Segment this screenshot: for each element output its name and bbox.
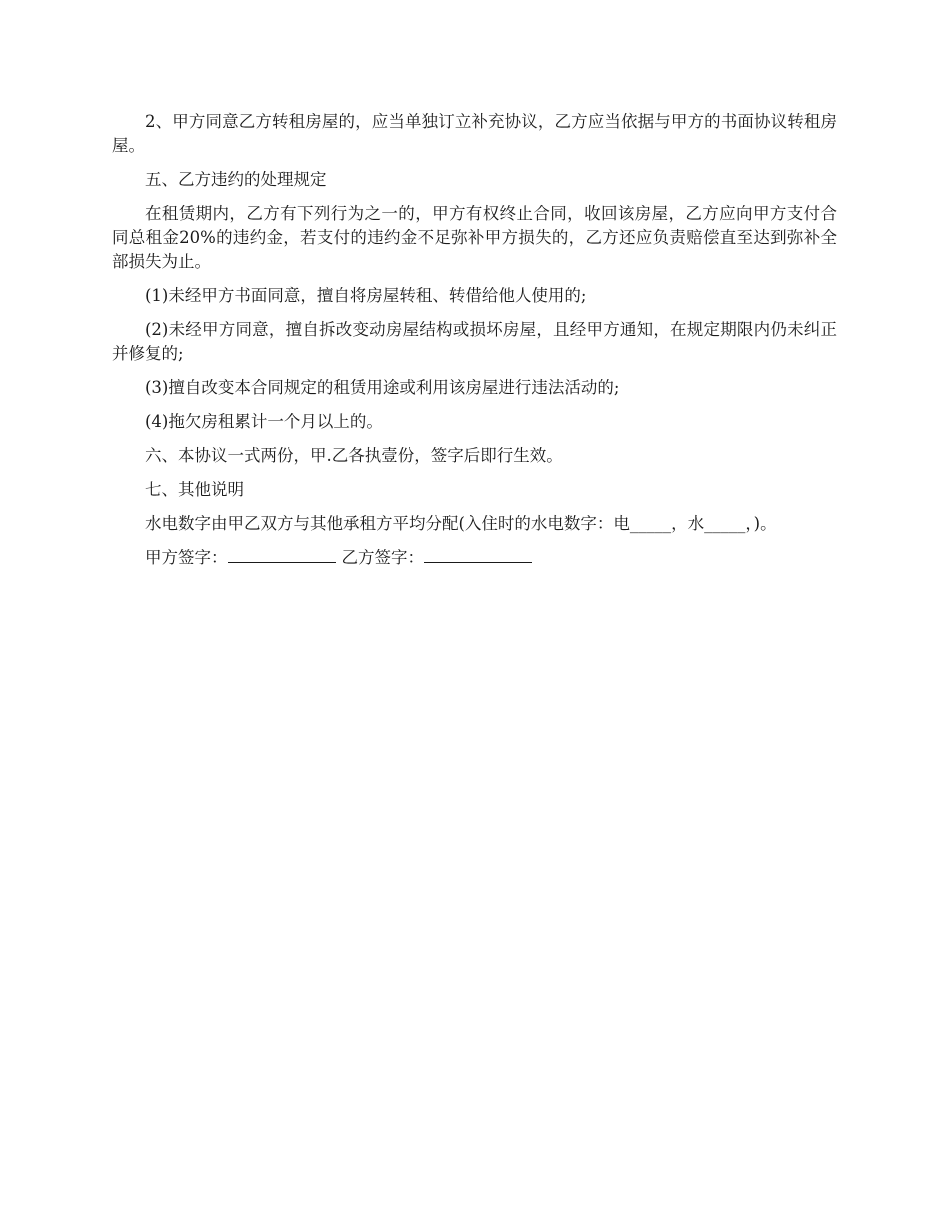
paragraph-breach-terms: 在租赁期内，乙方有下列行为之一的，甲方有权终止合同，收回该房屋，乙方应向甲方支付合同总租金20%的违约金，若支付的违约金不足弥补甲方损失的，乙方还应负责赔偿直至达到弥补全部损失为止。: [112, 204, 837, 271]
list-item-4: (4)拖欠房租累计一个月以上的。: [145, 412, 383, 431]
party-a-signature-label: 甲方签字：: [145, 548, 228, 567]
signature-line: [112, 546, 837, 570]
list-item-2: (2)未经甲方同意，擅自拆改变动房屋结构或损坏房屋，且经甲方通知，在规定期限内仍未纠正并修复的;: [112, 320, 837, 363]
party-b-signature-field[interactable]: [424, 548, 532, 563]
paragraph-sublease-clause: 2、甲方同意乙方转租房屋的，应当单独订立补充协议，乙方应当依据与甲方的书面协议转租房屋。: [112, 112, 837, 155]
paragraph-utilities: 水电数字由甲乙双方与其他承租方平均分配(入住时的水电数字：电_____，水_____，)。: [145, 514, 777, 533]
list-item-3: (3)擅自改变本合同规定的租赁用途或利用该房屋进行违法活动的;: [145, 378, 620, 397]
section-heading-breach: 五、乙方违约的处理规定: [145, 170, 327, 189]
section-heading-copies: 六、本协议一式两份，甲.乙各执壹份，签字后即行生效。: [145, 446, 563, 465]
section-heading-other: 七、其他说明: [145, 480, 244, 499]
party-b-signature-label: 乙方签字：: [341, 548, 424, 567]
list-item-1: (1)未经甲方书面同意，擅自将房屋转租、转借给他人使用的;: [145, 286, 587, 305]
party-a-signature-field[interactable]: [228, 548, 336, 563]
document-body: [112, 110, 837, 580]
